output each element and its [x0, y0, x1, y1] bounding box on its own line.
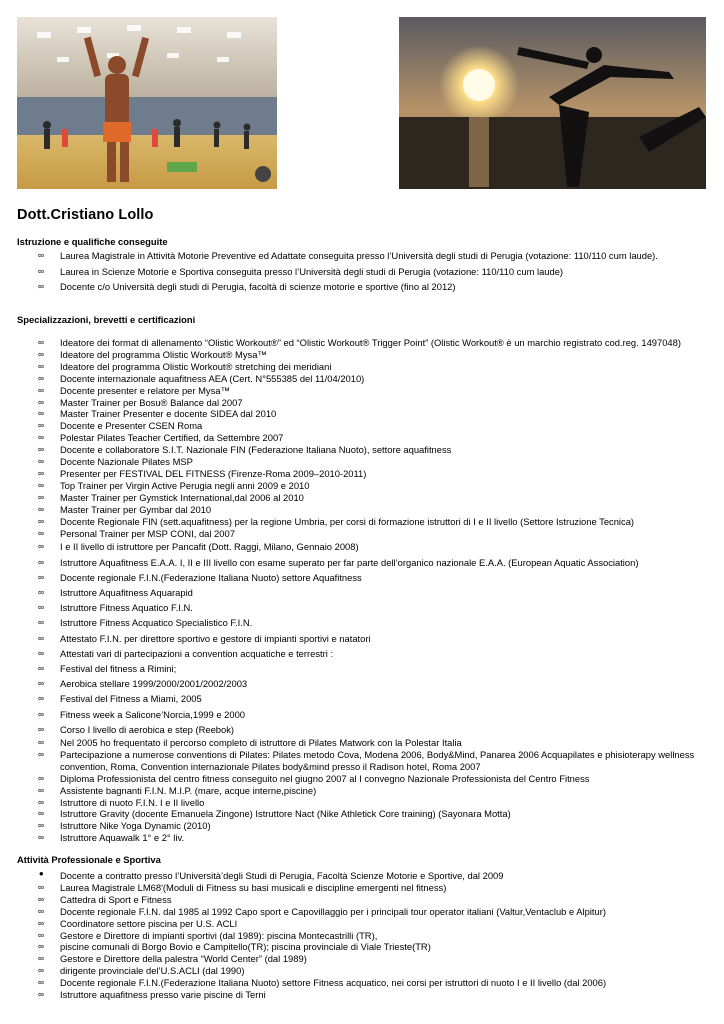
dot-bullet-icon: • — [39, 866, 44, 881]
infinity-bullet-icon: ∞ — [38, 808, 45, 819]
infinity-bullet-icon: ∞ — [38, 647, 45, 658]
list-item: ∞ Docente Nazionale Pilates MSP — [38, 456, 193, 468]
list-item: ∞ Festival del Fitness a Miami, 2005 — [17, 691, 712, 706]
list-item: ∞ Master Trainer Presenter e docente SIDEA dal 2010 — [38, 408, 277, 420]
infinity-bullet-icon: ∞ — [38, 348, 45, 359]
infinity-bullet-icon: ∞ — [38, 571, 45, 582]
list-item: ∞ Assistente bagnanti F.I.N. M.I.P. (mare, acque interne,piscine) — [38, 784, 317, 796]
infinity-bullet-icon: ∞ — [38, 941, 45, 952]
infinity-bullet-icon: ∞ — [38, 748, 45, 759]
infinity-bullet-icon: ∞ — [38, 617, 45, 628]
infinity-bullet-icon: ∞ — [38, 541, 45, 552]
infinity-bullet-icon: ∞ — [38, 737, 45, 748]
infinity-bullet-icon: ∞ — [38, 796, 45, 807]
infinity-bullet-icon: ∞ — [38, 444, 45, 455]
infinity-bullet-icon: ∞ — [38, 337, 45, 347]
list-item: ∞ Docente c/o Università degli studi di Perugia, facoltà di scienze motorie e sportive (fino al 2012) — [17, 279, 712, 295]
infinity-bullet-icon: ∞ — [38, 250, 45, 260]
infinity-bullet-icon: ∞ — [38, 772, 45, 783]
list-item: ∞ Attestati vari di partecipazioni a convention acquatiche e terrestri : — [17, 646, 712, 661]
list-item: ∞ Laurea in Scienze Motorie e Sportiva conseguita presso l’Università degli studi di Perugia (votazione: 110/110 cum laude) — [17, 264, 712, 280]
infinity-bullet-icon: ∞ — [38, 663, 45, 674]
list-item: ∞ Cattedra di Sport e Fitness — [38, 893, 172, 905]
list-item: ∞ Istruttore Fitness Aquatico F.I.N. — [17, 600, 712, 615]
professional-list — [17, 866, 712, 1001]
specializations-list — [17, 337, 712, 844]
sunset-silhouette-photo — [399, 17, 706, 189]
infinity-bullet-icon: ∞ — [38, 881, 45, 892]
list-item: ∞ Laurea Magistrale LM68'(Moduli di Fitness su basi musicali e discipline emergenti nel fitness) — [38, 881, 447, 893]
list-item: ∞ Istruttore di nuoto F.I.N. I e II livello — [38, 796, 205, 808]
education-section-title: Istruzione e qualifiche conseguite — [17, 236, 168, 247]
list-item: ∞ Polestar Pilates Teacher Certified, da Settembre 2007 — [38, 432, 284, 444]
infinity-bullet-icon: ∞ — [38, 360, 45, 371]
infinity-bullet-icon: ∞ — [38, 556, 45, 567]
infinity-bullet-icon: ∞ — [38, 693, 45, 704]
list-item: ∞ Docente regionale F.I.N. dal 1985 al 1992 Capo sport e Capovillaggio per i principali tour operator italiani (Valtur,Ventaclub e Alpitur) — [38, 905, 606, 917]
infinity-bullet-icon: ∞ — [38, 820, 45, 831]
infinity-bullet-icon: ∞ — [38, 515, 45, 526]
infinity-bullet-icon: ∞ — [38, 602, 45, 613]
list-item: ∞ Festival del fitness a Rimini; — [17, 661, 712, 676]
list-item: ∞ Master Trainer per Bosu® Balance dal 2007 — [38, 396, 243, 408]
professional-section-title: Attività Professionale e Sportiva — [17, 854, 161, 865]
infinity-bullet-icon: ∞ — [38, 527, 45, 538]
list-item: ∞ piscine comunali di Borgo Bovio e Campitello(TR); piscina provinciale di Viale Trieste(TR) — [38, 941, 431, 953]
infinity-bullet-icon: ∞ — [38, 372, 45, 383]
infinity-bullet-icon: ∞ — [38, 265, 45, 276]
list-item: ∞ Diploma Professionista del centro fitness conseguito nel giugno 2007 al I convegno Nazionale Professionista del Centro Fitness — [38, 772, 590, 784]
list-item: ∞ Ideatore dei format di allenamento “Olistic Workout®” ed “Olistic Workout® Trigger Point” (Olistic Workout® è un marchio registrato cod.reg. 1497048) — [38, 337, 681, 348]
list-item: ∞ Docente e Presenter CSEN Roma — [38, 420, 203, 432]
infinity-bullet-icon: ∞ — [38, 467, 45, 478]
list-item: ∞ Istruttore Aquafitness Aquarapid — [17, 585, 712, 600]
list-item: ∞ dirigente provinciale del’U.S.ACLI (dal 1990) — [38, 965, 245, 977]
list-item: ∞ Attestato F.I.N. per direttore sportivo e gestore di impianti sportivi e natatori — [17, 631, 712, 646]
list-item: ∞ Presenter per FESTIVAL DEL FITNESS (Firenze-Roma 2009–2010-2011) — [38, 467, 367, 479]
infinity-bullet-icon: ∞ — [38, 432, 45, 443]
infinity-bullet-icon: ∞ — [38, 479, 45, 490]
infinity-bullet-icon: ∞ — [38, 893, 45, 904]
list-item: ∞ Laurea Magistrale in Attività Motorie Preventive ed Adattate conseguita presso l’Università degli studi di Perugia (votazione: 110/110 cum laude). — [17, 248, 712, 264]
list-item: ∞ Istruttore Fitness Acquatico Specialistico F.I.N. — [17, 615, 712, 630]
list-item: ∞ Docente Regionale FIN (sett.aquafitness) per la regione Umbria, per corsi di formazione istruttori di I e II livello (Settore Istruzione Tecnica) — [38, 515, 635, 527]
gym-class-photo — [17, 17, 277, 189]
list-item: ∞ Istruttore aquafitness presso varie piscine di Terni — [38, 989, 266, 1001]
list-item: ∞ Docente presenter e relatore per Mysa™ — [38, 384, 230, 396]
infinity-bullet-icon: ∞ — [38, 784, 45, 795]
infinity-bullet-icon: ∞ — [38, 491, 45, 502]
list-item: ∞ Top Trainer per Virgin Active Perugia negli anni 2009 e 2010 — [38, 479, 310, 491]
list-item: ∞ Istruttore Nike Yoga Dynamic (2010) — [38, 820, 211, 832]
infinity-bullet-icon: ∞ — [38, 396, 45, 407]
gym-class-image — [17, 17, 277, 189]
list-item: ∞ Istruttore Aquafitness E.A.A. I, II e III livello con esame superato per far parte dell’organico nazionale E.A.A. (European Aquatic Association) — [17, 555, 712, 570]
list-item: ∞ Istruttore Gravity (docente Emanuela Zingone) Istruttore Nact (Nike Athletick Core training) (Sayonara Motta) — [38, 808, 511, 820]
list-item: ∞ Docente regionale F.I.N.(Federazione Italiana Nuoto) settore Fitness acquatico, nei corsi per istruttori di nuoto I e II livello (dal 2006) — [38, 977, 607, 989]
infinity-bullet-icon: ∞ — [38, 708, 45, 719]
list-item: ∞ Aerobica stellare 1999/2000/2001/2002/2003 — [17, 676, 712, 691]
list-item: ∞ Docente regionale F.I.N.(Federazione Italiana Nuoto) settore Aquafitness — [17, 570, 712, 585]
infinity-bullet-icon: ∞ — [38, 953, 45, 964]
infinity-bullet-icon: ∞ — [38, 503, 45, 514]
infinity-bullet-icon: ∞ — [38, 420, 45, 431]
infinity-bullet-icon: ∞ — [38, 905, 45, 916]
list-item: ∞ Coordinatore settore piscina per U.S. ACLI — [38, 917, 238, 929]
infinity-bullet-icon: ∞ — [38, 917, 45, 928]
person-name: Dott.Cristiano Lollo — [17, 207, 154, 223]
infinity-bullet-icon: ∞ — [38, 977, 45, 988]
list-item: ∞ Master Trainer per Gymstick International,dal 2006 al 2010 — [38, 491, 304, 503]
infinity-bullet-icon: ∞ — [38, 965, 45, 976]
infinity-bullet-icon: ∞ — [38, 678, 45, 689]
infinity-bullet-icon: ∞ — [38, 723, 45, 734]
list-item: • Docente a contratto presso l’Università’degli Studi di Perugia, Facoltà Scienze Motorie e Sportive, dal 2009 — [39, 866, 504, 881]
infinity-bullet-icon: ∞ — [38, 632, 45, 643]
infinity-bullet-icon: ∞ — [38, 929, 45, 940]
list-item: ∞ Ideatore del programma Olistic Workout® stretching dei meridiani — [38, 360, 332, 372]
list-item: ∞ Nel 2005 ho frequentato il percorso completo di istruttore di Pilates Matwork con la Polestar Italia — [38, 737, 462, 749]
list-item: ∞ Istruttore Aquawalk 1° e 2° liv. — [38, 832, 185, 844]
infinity-bullet-icon: ∞ — [38, 281, 45, 292]
list-item: ∞ Ideatore del programma Olistic Workout® Mysa™ — [38, 348, 267, 360]
infinity-bullet-icon: ∞ — [38, 989, 45, 1000]
infinity-bullet-icon: ∞ — [38, 832, 45, 843]
list-item: ∞ Fitness week a Salicone’Norcia,1999 e 2000 — [17, 707, 712, 722]
list-item: ∞ Docente internazionale aquafitness AEA (Cert. N°555385 del 11/04/2010) — [38, 372, 365, 384]
list-item: ∞ I e II livello di istruttore per Pancafit (Dott. Raggi, Milano, Gennaio 2008) — [17, 539, 712, 554]
sunset-image — [399, 17, 706, 189]
list-item: ∞ Partecipazione a numerose conventions di Pilates: Pilates metodo Cova, Modena 2006, Body&Mind, Panarea 2006 Acquapilates e phisioterapy wellness convention, Roma, Convention internazionale Pilates body&mind presso il Radison hotel, Roma 2007 — [38, 748, 695, 772]
infinity-bullet-icon: ∞ — [38, 408, 45, 419]
list-item: ∞ Gestore e Direttore di impianti sportivi (dal 1989): piscina Montecastrilli (TR), — [38, 929, 378, 941]
education-list — [17, 248, 712, 295]
list-item: ∞ Personal Trainer per MSP CONI, dal 2007 — [38, 527, 235, 539]
specializations-section-title: Specializzazioni, brevetti e certificazioni — [17, 314, 196, 325]
infinity-bullet-icon: ∞ — [38, 384, 45, 395]
list-item: ∞ Master Trainer per Gymbar dal 2010 — [38, 503, 212, 515]
list-item: ∞ Docente e collaboratore S.I.T. Nazionale FIN (Federazione Italiana Nuoto), settore aquafitness — [38, 444, 452, 456]
list-item: ∞ Gestore e Direttore della palestra “World Center” (dal 1989) — [38, 953, 307, 965]
list-item: ∞ Corso I livello di aerobica e step (Reebok) — [17, 722, 712, 737]
infinity-bullet-icon: ∞ — [38, 587, 45, 598]
infinity-bullet-icon: ∞ — [38, 456, 45, 467]
